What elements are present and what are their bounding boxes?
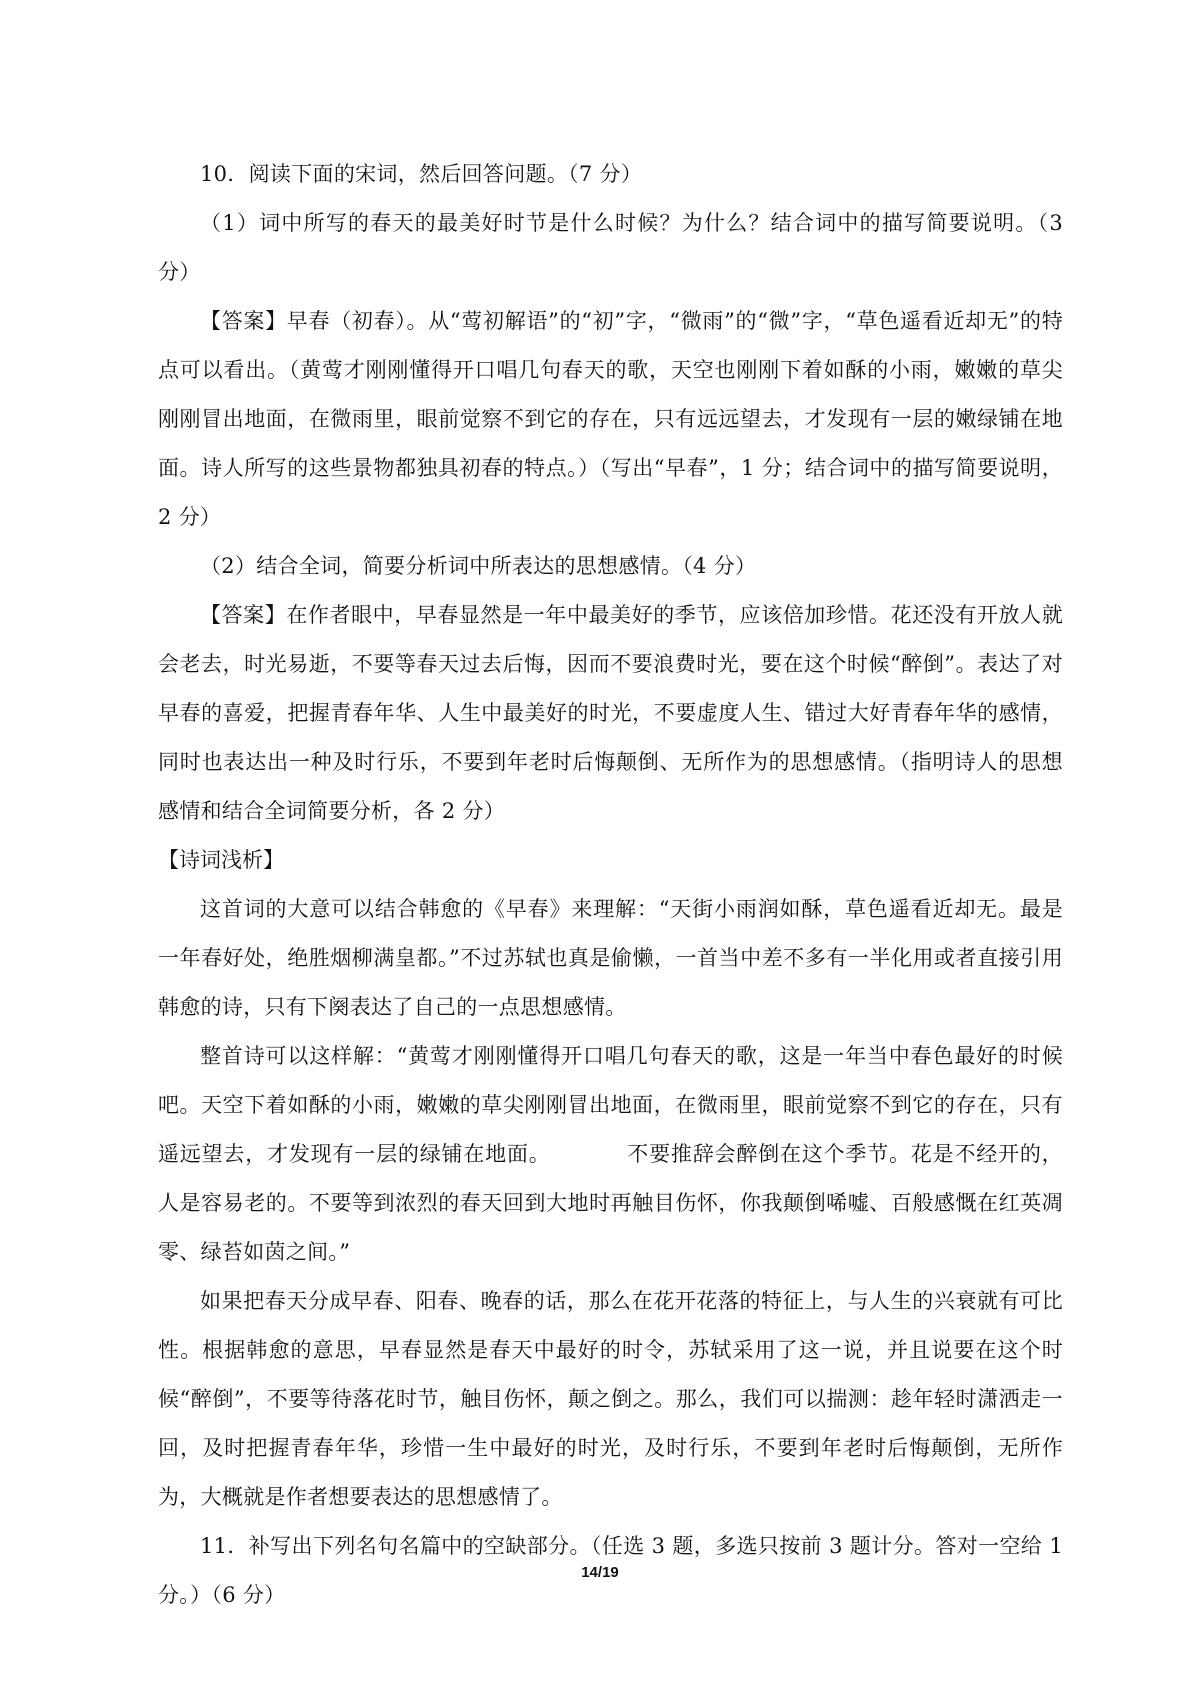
question-10-part-2: （2）结合全词，简要分析词中所表达的思想感情。（4 分） [200,554,757,578]
analysis-paragraph-1: 这首词的大意可以结合韩愈的《早春》来理解：“天街小雨润如酥，草色遥看近却无。最是一年春好处，绝胜烟柳满皇都。”不过苏轼也真是偷懒，一首当中差不多有一半化用或者直接引用韩愈的诗，只有下阕表达了自己的一点思想感情。 [158,897,1063,1019]
question-10-answer-1: 【答案】早春（初春）。从“莺初解语”的“初”字，“微雨”的“微”字，“草色遥看近却无”的特点可以看出。（黄莺才刚刚懂得开口唱几句春天的歌，天空也刚刚下着如酥的小雨，嫩嫩的草尖刚刚冒出地面，在微雨里，眼前觉察不到它的存在，只有远远望去，才发现有一层的嫩绿铺在地面。诗人所写的这些景物都独具初春的特点。）（写出“早春”，1 分；结合词中的描写简要说明，2 分） [158,309,1063,529]
question-10-part-1: （1）词中所写的春天的最美好时节是什么时候？为什么？结合词中的描写简要说明。（3 分） [158,211,1063,284]
question-10-answer-2: 【答案】在作者眼中，早春显然是一年中最美好的季节，应该倍加珍惜。花还没有开放人就会老去，时光易逝，不要等春天过去后悔，因而不要浪费时光，要在这个时候“醉倒”。表达了对早春的喜爱，把握青春年华、人生中最美好的时光，不要虚度人生、错过大好青春年华的感情，同时也表达出一种及时行乐，不要到年老时后悔颠倒、无所作为的思想感情。（指明诗人的思想感情和结合全词简要分析，各 2 分） [158,603,1063,823]
question-11-title: 11．补写出下列名句名篇中的空缺部分。（任选 3 题，多选只按前 3 题计分。答对一空给 1 分。）（6 分） [158,1534,1063,1607]
question-10-title: 10．阅读下面的宋词，然后回答问题。（7 分） [200,162,643,186]
page-number: 14/19 [581,1564,619,1581]
analysis-paragraph-2: 整首诗可以这样解：“黄莺才刚刚懂得开口唱几句春天的歌，这是一年当中春色最好的时候吧。天空下着如酥的小雨，嫩嫩的草尖刚刚冒出地面，在微雨里，眼前觉察不到它的存在，只有遥远望去，才发现有一层的绿铺在地面。 不要推辞会醉倒在这个季节。花是不经开的，人是容易老的。不要等到浓烈的春天回到大地时再触目伤怀，你我颠倒唏嘘、百般感慨在红英凋零、绿苔如茵之间。” [158,1044,1063,1264]
analysis-paragraph-3: 如果把春天分成早春、阳春、晚春的话，那么在花开花落的特征上，与人生的兴衰就有可比性。根据韩愈的意思，早春显然是春天中最好的时令，苏轼采用了这一说，并且说要在这个时候“醉倒”，不要等待落花时节，触目伤怀，颠之倒之。那么，我们可以揣测：趁年轻时潇洒走一回，及时把握青春年华，珍惜一生中最好的时光，及时行乐，不要到年老时后悔颠倒，无所作为，大概就是作者想要表达的思想感情了。 [158,1289,1063,1509]
analysis-heading: 【诗词浅析】 [158,848,284,872]
page-content [158,150,1063,1620]
